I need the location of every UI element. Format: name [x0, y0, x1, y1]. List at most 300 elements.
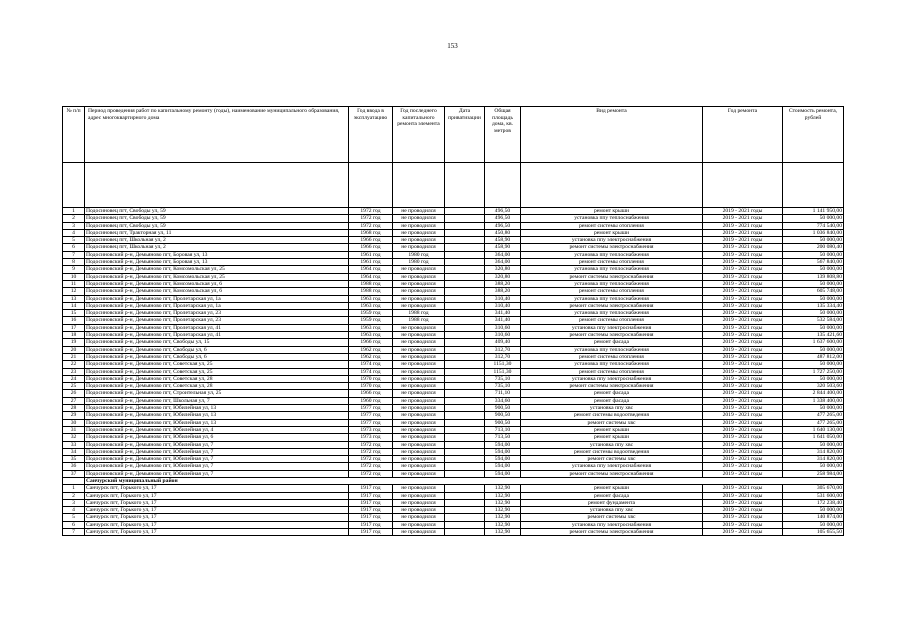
- cell-area: 900,50: [485, 412, 521, 419]
- cell-last-repair: не проводился: [393, 353, 445, 360]
- cell-address: Подосиновец пгт, Школьная ул, 2: [85, 244, 349, 251]
- cell-year-built: 1974 год: [349, 368, 393, 375]
- cell-num: 6: [63, 521, 85, 528]
- cell-year-built: 1961 год: [349, 259, 393, 266]
- cell-num: 16: [63, 317, 85, 324]
- cell-repair-year: 2019 - 2021 годы: [703, 470, 783, 477]
- cell-last-repair: не проводился: [393, 499, 445, 506]
- cell-year-built: 1970 год: [349, 375, 393, 382]
- cell-address: Подосиновский р-н, Демьяново пгт, Школьная ул, 7: [85, 397, 349, 404]
- cell-cost: 50 000,00: [783, 405, 844, 412]
- cell-last-repair: не проводился: [393, 346, 445, 353]
- cell-privatization: [445, 302, 485, 309]
- cell-cost: 50 000,00: [783, 215, 844, 222]
- cell-address: Подосиновец пгт, Свободы ул, 59: [85, 208, 349, 215]
- cell-cost: 314 820,00: [783, 448, 844, 455]
- cell-num: 18: [63, 332, 85, 339]
- cell-repair-year: 2019 - 2021 годы: [703, 288, 783, 295]
- cell-repair-year: 2019 - 2021 годы: [703, 251, 783, 258]
- cell-last-repair: не проводился: [393, 448, 445, 455]
- cell-address: Подосиновский р-н, Демьяново пгт, Юбилейная ул, 13: [85, 405, 349, 412]
- cell-repair-year: 2019 - 2021 годы: [703, 390, 783, 397]
- cell-year-built: 1973 год: [349, 434, 393, 441]
- cell-area: 735,10: [485, 383, 521, 390]
- cell-privatization: [445, 383, 485, 390]
- table-row: [63, 514, 844, 521]
- cell-last-repair: не проводился: [393, 390, 445, 397]
- cell-area: 594,00: [485, 470, 521, 477]
- cell-year-built: 1966 год: [349, 244, 393, 251]
- table-row: [63, 456, 844, 463]
- cell-num: 34: [63, 448, 85, 455]
- cell-address: Подосиновский р-н, Демьяново пгт, Пролетарская ул, 1а: [85, 302, 349, 309]
- cell-area: 388,20: [485, 280, 521, 287]
- cell-privatization: [445, 507, 485, 514]
- cell-repair-year: 2019 - 2021 годы: [703, 229, 783, 236]
- cell-year-built: 1917 год: [349, 521, 393, 528]
- cell-repair-year: 2019 - 2021 годы: [703, 521, 783, 528]
- cell-address: Подосиновский р-н, Демьяново пгт, Боровая ул, 13: [85, 251, 349, 258]
- cell-last-repair: не проводился: [393, 229, 445, 236]
- cell-work-type: ремонт системы электроснабжения: [521, 529, 703, 536]
- cell-num: 7: [63, 251, 85, 258]
- cell-cost: 477 265,00: [783, 419, 844, 426]
- cell-repair-year: 2019 - 2021 годы: [703, 463, 783, 470]
- table-row: [63, 237, 844, 244]
- cell-work-type: ремонт крыши: [521, 208, 703, 215]
- cell-area: 132,90: [485, 499, 521, 506]
- cell-work-type: ремонт системы отопления: [521, 259, 703, 266]
- cell-repair-year: 2019 - 2021 годы: [703, 499, 783, 506]
- cell-repair-year: 2019 - 2021 годы: [703, 208, 783, 215]
- cell-privatization: [445, 485, 485, 492]
- header-area: Общая площадь дома, кв. метров: [485, 107, 521, 163]
- table-row: [63, 295, 844, 302]
- cell-address: Подосиновский р-н, Демьяново пгт, Комсомольская ул, 6: [85, 280, 349, 287]
- cell-area: 1151,30: [485, 361, 521, 368]
- cell-address: Санчурск пгт, Горького ул, 17: [85, 529, 349, 536]
- cell-year-built: 1977 год: [349, 412, 393, 419]
- cell-area: 310,40: [485, 302, 521, 309]
- cell-cost: 135 421,60: [783, 332, 844, 339]
- cell-last-repair: не проводился: [393, 412, 445, 419]
- cell-num: 20: [63, 346, 85, 353]
- cell-work-type: ремонт фасада: [521, 492, 703, 499]
- cell-area: 594,00: [485, 456, 521, 463]
- cell-area: 310,40: [485, 295, 521, 302]
- spacer-cell: [445, 163, 485, 208]
- cell-num: 24: [63, 375, 85, 382]
- cell-privatization: [445, 361, 485, 368]
- cell-privatization: [445, 441, 485, 448]
- table-body: [63, 163, 844, 536]
- cell-repair-year: 2019 - 2021 годы: [703, 485, 783, 492]
- cell-last-repair: не проводился: [393, 456, 445, 463]
- cell-address: Подосиновский р-н, Демьяново пгт, Советская ул, 28: [85, 375, 349, 382]
- cell-cost: 1 036 840,00: [783, 229, 844, 236]
- cell-num: 14: [63, 302, 85, 309]
- cell-cost: 50 000,00: [783, 310, 844, 317]
- cell-area: 310,60: [485, 324, 521, 331]
- cell-last-repair: не проводился: [393, 426, 445, 433]
- cell-last-repair: не проводился: [393, 507, 445, 514]
- cell-area: 735,10: [485, 375, 521, 382]
- cell-area: 1151,30: [485, 368, 521, 375]
- cell-privatization: [445, 222, 485, 229]
- cell-last-repair: не проводился: [393, 470, 445, 477]
- cell-year-built: 1972 год: [349, 208, 393, 215]
- cell-work-type: ремонт системы электроснабжения: [521, 302, 703, 309]
- cell-area: 594,00: [485, 448, 521, 455]
- cell-address: Санчурск пгт, Горького ул, 17: [85, 499, 349, 506]
- cell-address: Подосиновский р-н, Демьяново пгт, Боровая ул, 13: [85, 259, 349, 266]
- cell-repair-year: 2019 - 2021 годы: [703, 529, 783, 536]
- cell-cost: 50 000,00: [783, 237, 844, 244]
- cell-year-built: 1988 год: [349, 288, 393, 295]
- table-row: [63, 346, 844, 353]
- cell-address: Подосиновский р-н, Демьяново пгт, Строительная ул, 25: [85, 390, 349, 397]
- cell-year-built: 1972 год: [349, 215, 393, 222]
- cell-privatization: [445, 288, 485, 295]
- cell-num: 26: [63, 390, 85, 397]
- table-row: [63, 251, 844, 258]
- cell-work-type: установка ппу теплоснабжения: [521, 346, 703, 353]
- cell-privatization: [445, 266, 485, 273]
- table-row: [63, 288, 844, 295]
- cell-privatization: [445, 215, 485, 222]
- cell-work-type: ремонт крыши: [521, 426, 703, 433]
- table-row: [63, 507, 844, 514]
- cell-year-built: 1968 год: [349, 229, 393, 236]
- table-row: [63, 339, 844, 346]
- cell-area: 594,00: [485, 441, 521, 448]
- cell-work-type: ремонт фасада: [521, 390, 703, 397]
- cell-address: Подосиновский р-н, Демьяново пгт, Юбилейная ул, 13: [85, 412, 349, 419]
- header-year-built: Год ввода в эксплуатацию: [349, 107, 393, 163]
- cell-privatization: [445, 434, 485, 441]
- cell-work-type: ремонт системы электроснабжения: [521, 470, 703, 477]
- cell-cost: 531 600,00: [783, 492, 844, 499]
- cell-work-type: установка ппу теплоснабжения: [521, 310, 703, 317]
- cell-last-repair: 1980 год: [393, 251, 445, 258]
- cell-num: 5: [63, 237, 85, 244]
- cell-address: Санчурск пгт, Горького ул, 17: [85, 521, 349, 528]
- page-number: 153: [447, 42, 458, 50]
- cell-year-built: 1966 год: [349, 237, 393, 244]
- cell-last-repair: не проводился: [393, 339, 445, 346]
- section-title: Санчурский муниципальный район: [85, 477, 844, 484]
- cell-num: 19: [63, 339, 85, 346]
- spacer-cell: [63, 163, 85, 208]
- cell-repair-year: 2019 - 2021 годы: [703, 383, 783, 390]
- cell-last-repair: не проводился: [393, 332, 445, 339]
- cell-privatization: [445, 237, 485, 244]
- cell-num: 29: [63, 412, 85, 419]
- cell-last-repair: не проводился: [393, 441, 445, 448]
- cell-year-built: 1917 год: [349, 507, 393, 514]
- cell-repair-year: 2019 - 2021 годы: [703, 375, 783, 382]
- cell-num: 6: [63, 244, 85, 251]
- cell-privatization: [445, 390, 485, 397]
- cell-area: 310,60: [485, 332, 521, 339]
- cell-area: 364,00: [485, 259, 521, 266]
- cell-work-type: ремонт системы электроснабжения: [521, 244, 703, 251]
- cell-year-built: 1917 год: [349, 499, 393, 506]
- cell-cost: 50 000,00: [783, 324, 844, 331]
- cell-num: 25: [63, 383, 85, 390]
- cell-last-repair: не проводился: [393, 208, 445, 215]
- cell-address: Подосиновский р-н, Демьяново пгт, Юбилейная ул, 7: [85, 441, 349, 448]
- cell-work-type: ремонт системы отопления: [521, 317, 703, 324]
- cell-address: Санчурск пгт, Горького ул, 17: [85, 492, 349, 499]
- cell-cost: 320 503,60: [783, 383, 844, 390]
- cell-cost: 258 984,00: [783, 470, 844, 477]
- cell-year-built: 1963 год: [349, 324, 393, 331]
- table-row: [63, 273, 844, 280]
- header-num: № п/п: [63, 107, 85, 163]
- table-row: [63, 244, 844, 251]
- cell-work-type: ремонт крыши: [521, 434, 703, 441]
- cell-work-type: ремонт крыши: [521, 485, 703, 492]
- cell-repair-year: 2019 - 2021 годы: [703, 273, 783, 280]
- cell-privatization: [445, 208, 485, 215]
- header-last-repair: Год последнего капитального ремонта элемента: [393, 107, 445, 163]
- cell-address: Подосиновский р-н, Демьяново пгт, Свободы ул, 15: [85, 339, 349, 346]
- section-empty-cell: [63, 477, 85, 484]
- cell-address: Санчурск пгт, Горького ул, 17: [85, 514, 349, 521]
- cell-privatization: [445, 397, 485, 404]
- cell-address: Подосиновец пгт, Школьная ул, 2: [85, 237, 349, 244]
- cell-privatization: [445, 470, 485, 477]
- cell-work-type: ремонт системы хвс: [521, 419, 703, 426]
- cell-cost: 487 812,00: [783, 353, 844, 360]
- cell-cost: 314 820,00: [783, 456, 844, 463]
- cell-work-type: ремонт системы отопления: [521, 368, 703, 375]
- table-row: [63, 499, 844, 506]
- cell-area: 341,40: [485, 310, 521, 317]
- cell-last-repair: не проводился: [393, 222, 445, 229]
- cell-area: 496,50: [485, 215, 521, 222]
- cell-last-repair: не проводился: [393, 361, 445, 368]
- cell-num: 30: [63, 419, 85, 426]
- cell-repair-year: 2019 - 2021 годы: [703, 397, 783, 404]
- table-row: [63, 368, 844, 375]
- cell-work-type: установка ппу электроснабжения: [521, 375, 703, 382]
- cell-year-built: 1972 год: [349, 463, 393, 470]
- cell-address: Подосиновец пгт, Свободы ул, 59: [85, 222, 349, 229]
- cell-year-built: 1973 год: [349, 426, 393, 433]
- cell-area: 458,90: [485, 244, 521, 251]
- cell-privatization: [445, 499, 485, 506]
- cell-num: 7: [63, 529, 85, 536]
- spacer-cell: [85, 163, 349, 208]
- cell-last-repair: не проводился: [393, 397, 445, 404]
- cell-last-repair: не проводился: [393, 492, 445, 499]
- cell-area: 496,50: [485, 222, 521, 229]
- cell-area: 713,10: [485, 426, 521, 433]
- cell-num: 35: [63, 456, 85, 463]
- cell-year-built: 1970 год: [349, 383, 393, 390]
- cell-num: 13: [63, 295, 85, 302]
- table-row: [63, 310, 844, 317]
- cell-work-type: установка ппу хвс: [521, 507, 703, 514]
- cell-last-repair: не проводился: [393, 237, 445, 244]
- cell-repair-year: 2019 - 2021 годы: [703, 412, 783, 419]
- cell-num: 31: [63, 426, 85, 433]
- cell-work-type: ремонт системы отопления: [521, 222, 703, 229]
- cell-work-type: установка ппу теплоснабжения: [521, 215, 703, 222]
- cell-year-built: 1972 год: [349, 222, 393, 229]
- cell-cost: 50 000,00: [783, 507, 844, 514]
- cell-num: 2: [63, 215, 85, 222]
- table-row: [63, 317, 844, 324]
- cell-privatization: [445, 229, 485, 236]
- cell-last-repair: не проводился: [393, 280, 445, 287]
- cell-address: Подосиновский р-н, Демьяново пгт, Пролетарская ул, 41: [85, 332, 349, 339]
- cell-repair-year: 2019 - 2021 годы: [703, 215, 783, 222]
- table-row: [63, 529, 844, 536]
- cell-area: 132,90: [485, 507, 521, 514]
- cell-work-type: установка ппу электроснабжения: [521, 324, 703, 331]
- cell-year-built: 1964 год: [349, 266, 393, 273]
- cell-num: 1: [63, 208, 85, 215]
- cell-repair-year: 2019 - 2021 годы: [703, 441, 783, 448]
- cell-address: Подосиновский р-н, Демьяново пгт, Комсомольская ул, 25: [85, 266, 349, 273]
- table-row: [63, 463, 844, 470]
- cell-work-type: ремонт крыши: [521, 229, 703, 236]
- table-row: [63, 434, 844, 441]
- cell-address: Подосиновский р-н, Демьяново пгт, Юбилейная ул, 6: [85, 434, 349, 441]
- cell-year-built: 1972 год: [349, 456, 393, 463]
- cell-year-built: 1974 год: [349, 361, 393, 368]
- cell-num: 4: [63, 229, 85, 236]
- cell-year-built: 1977 год: [349, 405, 393, 412]
- cell-cost: 50 000,00: [783, 463, 844, 470]
- cell-address: Подосиновец пгт, Тракторная ул, 11: [85, 229, 349, 236]
- cell-address: Санчурск пгт, Горького ул, 17: [85, 507, 349, 514]
- cell-cost: 50 000,00: [783, 361, 844, 368]
- table-row: [63, 259, 844, 266]
- cell-privatization: [445, 273, 485, 280]
- cell-work-type: установка ппу теплоснабжения: [521, 266, 703, 273]
- cell-privatization: [445, 412, 485, 419]
- cell-cost: 50 000,00: [783, 280, 844, 287]
- spacer-cell: [485, 163, 521, 208]
- cell-work-type: ремонт системы водоотведения: [521, 448, 703, 455]
- cell-year-built: 1988 год: [349, 280, 393, 287]
- cell-last-repair: не проводился: [393, 273, 445, 280]
- cell-privatization: [445, 251, 485, 258]
- cell-num: 11: [63, 280, 85, 287]
- table-row: [63, 222, 844, 229]
- cell-num: 15: [63, 310, 85, 317]
- cell-num: 17: [63, 324, 85, 331]
- cell-last-repair: не проводился: [393, 288, 445, 295]
- cell-privatization: [445, 324, 485, 331]
- cell-cost: 105 655,50: [783, 529, 844, 536]
- spacer-cell: [349, 163, 393, 208]
- table-row: [63, 419, 844, 426]
- header-privatization: Дата приватизации: [445, 107, 485, 163]
- cell-last-repair: не проводился: [393, 434, 445, 441]
- cell-year-built: 1959 год: [349, 310, 393, 317]
- cell-repair-year: 2019 - 2021 годы: [703, 324, 783, 331]
- cell-repair-year: 2019 - 2021 годы: [703, 368, 783, 375]
- table-row: [63, 280, 844, 287]
- cell-privatization: [445, 426, 485, 433]
- cell-repair-year: 2019 - 2021 годы: [703, 514, 783, 521]
- spacer-cell: [703, 163, 783, 208]
- cell-year-built: 1966 год: [349, 390, 393, 397]
- cell-last-repair: 1980 год: [393, 259, 445, 266]
- cell-repair-year: 2019 - 2021 годы: [703, 507, 783, 514]
- cell-cost: 50 000,00: [783, 375, 844, 382]
- cell-num: 37: [63, 470, 85, 477]
- cell-cost: 50 000,00: [783, 521, 844, 528]
- cell-num: 10: [63, 273, 85, 280]
- cell-work-type: ремонт фундамента: [521, 499, 703, 506]
- cell-last-repair: не проводился: [393, 463, 445, 470]
- header-cost: Стоимость ремонта, рублей: [783, 107, 844, 163]
- cell-address: Подосиновский р-н, Демьяново пгт, Юбилейная ул, 7: [85, 448, 349, 455]
- cell-year-built: 1964 год: [349, 273, 393, 280]
- cell-area: 458,90: [485, 237, 521, 244]
- cell-num: 33: [63, 441, 85, 448]
- cell-privatization: [445, 368, 485, 375]
- cell-area: 364,00: [485, 251, 521, 258]
- cell-year-built: 1963 год: [349, 332, 393, 339]
- table-row: [63, 229, 844, 236]
- cell-privatization: [445, 463, 485, 470]
- cell-address: Подосиновский р-н, Демьяново пгт, Комсомольская ул, 25: [85, 273, 349, 280]
- cell-area: 409,40: [485, 339, 521, 346]
- cell-cost: 2 844 400,00: [783, 390, 844, 397]
- cell-address: Санчурск пгт, Горького ул, 17: [85, 485, 349, 492]
- cell-last-repair: 1988 год: [393, 317, 445, 324]
- cell-year-built: 1972 год: [349, 448, 393, 455]
- cell-work-type: установка ппу теплоснабжения: [521, 361, 703, 368]
- cell-area: 132,90: [485, 529, 521, 536]
- cell-work-type: установка ппу хвс: [521, 405, 703, 412]
- cell-address: Подосиновский р-н, Демьяново пгт, Юбилейная ул, 13: [85, 419, 349, 426]
- spacer-cell: [521, 163, 703, 208]
- cell-last-repair: не проводился: [393, 375, 445, 382]
- cell-address: Подосиновский р-н, Демьяново пгт, Юбилейная ул, 7: [85, 470, 349, 477]
- cell-repair-year: 2019 - 2021 годы: [703, 434, 783, 441]
- cell-cost: 50 000,00: [783, 441, 844, 448]
- cell-area: 132,90: [485, 521, 521, 528]
- cell-repair-year: 2019 - 2021 годы: [703, 339, 783, 346]
- cell-num: 36: [63, 463, 85, 470]
- cell-work-type: ремонт системы электроснабжения: [521, 332, 703, 339]
- cell-privatization: [445, 456, 485, 463]
- cell-cost: 532 584,00: [783, 317, 844, 324]
- cell-repair-year: 2019 - 2021 годы: [703, 332, 783, 339]
- cell-area: 132,90: [485, 485, 521, 492]
- cell-privatization: [445, 244, 485, 251]
- cell-privatization: [445, 346, 485, 353]
- cell-num: 5: [63, 514, 85, 521]
- cell-work-type: установка ппу электроснабжения: [521, 463, 703, 470]
- cell-cost: 305 670,00: [783, 485, 844, 492]
- table-row: [63, 302, 844, 309]
- cell-cost: 135 334,40: [783, 302, 844, 309]
- cell-last-repair: не проводился: [393, 485, 445, 492]
- cell-repair-year: 2019 - 2021 годы: [703, 222, 783, 229]
- spacer-cell: [393, 163, 445, 208]
- cell-privatization: [445, 521, 485, 528]
- cell-last-repair: не проводился: [393, 324, 445, 331]
